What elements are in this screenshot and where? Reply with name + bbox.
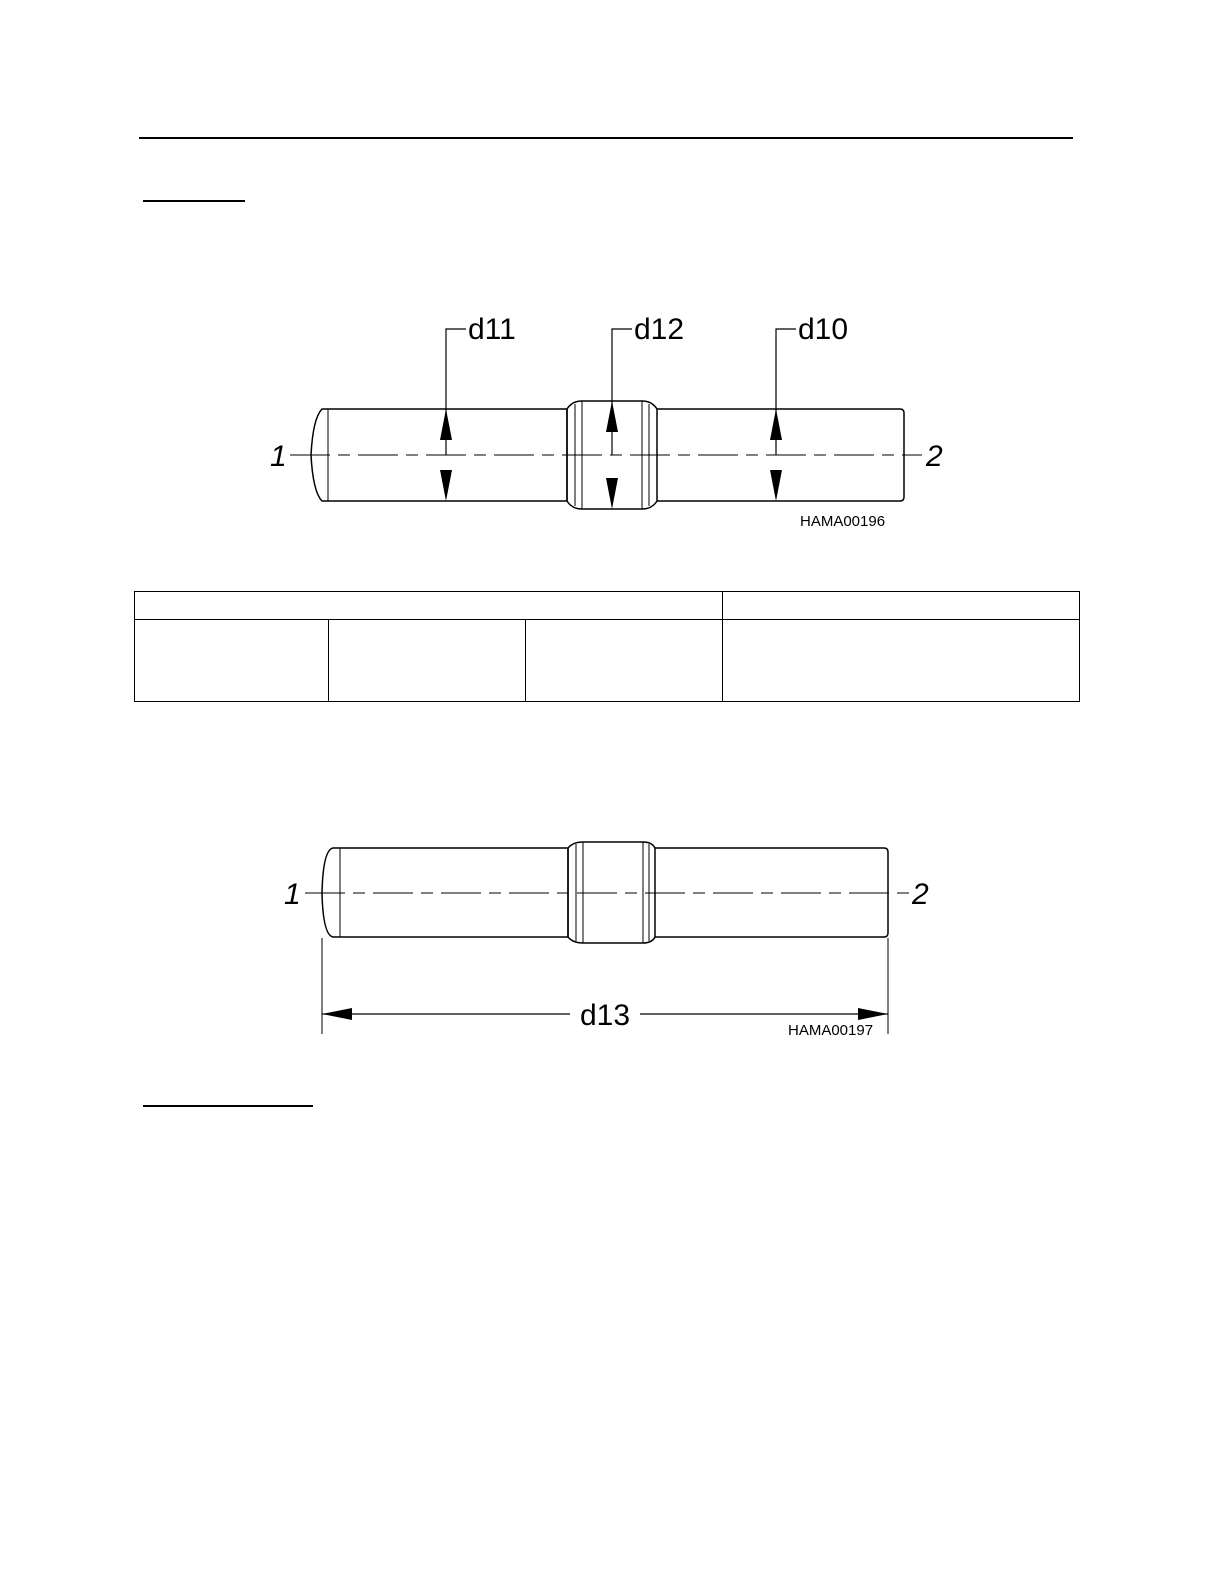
table-cell — [329, 620, 526, 702]
label-end-2: 2 — [912, 878, 929, 911]
label-end-1: 1 — [284, 878, 301, 911]
table-cell — [723, 620, 1080, 702]
arrow-d13-left — [322, 1008, 352, 1020]
pin-diagram-length — [0, 800, 1224, 1060]
arrow-d12-up — [606, 401, 618, 432]
arrow-d13-right — [858, 1008, 888, 1020]
label-end-2: 2 — [926, 440, 943, 473]
table-header-row — [135, 592, 1080, 620]
section-heading-underline — [143, 1105, 313, 1107]
table-cell — [526, 620, 723, 702]
arrow-d11-down — [440, 470, 452, 501]
table-header-cell — [135, 592, 723, 620]
label-end-1: 1 — [270, 440, 287, 473]
figure-code: HAMA00197 — [788, 1022, 874, 1039]
spec-table — [134, 591, 1080, 702]
table-header-cell — [723, 592, 1080, 620]
arrow-d10-down — [770, 470, 782, 501]
table-row — [135, 620, 1080, 702]
pin-diagram-diameters — [0, 0, 1224, 560]
arrow-d11-up — [440, 409, 452, 440]
label-d12: d12 — [634, 313, 685, 346]
label-d11: d11 — [468, 313, 516, 346]
label-d10: d10 — [798, 313, 849, 346]
label-d13: d13 — [580, 999, 631, 1032]
figure-code: HAMA00196 — [800, 513, 886, 530]
table-cell — [135, 620, 329, 702]
arrow-d10-up — [770, 409, 782, 440]
arrow-d12-down — [606, 478, 618, 509]
